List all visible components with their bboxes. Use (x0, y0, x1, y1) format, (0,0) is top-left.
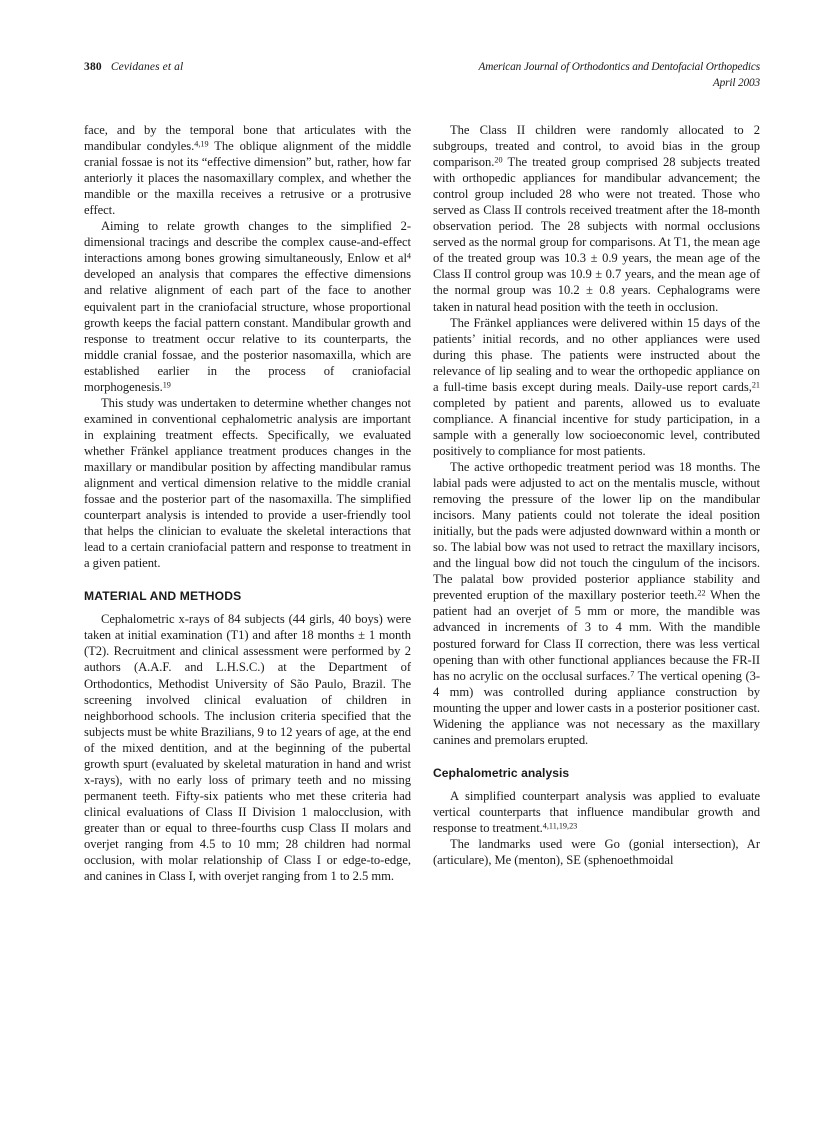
reference-superscript: 4 (406, 251, 411, 261)
paragraph: face, and by the temporal bone that articulates with the mandibular condyles.$^{4,19}$ The oblique alignment of the middle cranial fossae is not its “effective dimension” but, rather, how far anteriorly it places the nasomaxillary complex, and whether the mandible or the maxilla receives a retrusive or a protrusive effect. (84, 123, 411, 218)
column-right (433, 122, 760, 868)
journal-title: American Journal of Orthodontics and Dentofacial Orthopedics (478, 61, 760, 73)
running-head-authors: Cevidanes et al (110, 61, 184, 73)
right-paragraphs-after-heading (433, 788, 760, 868)
paragraph: This study was undertaken to determine whether changes not examined in conventional cephalometric analysis are important in explaining treatment effects. Specifically, we evaluated whether Fränkel appliance treatment produces changes in the maxillary or mandibular position by affecting mandibular ramus alignment and vertical dimension relative to the middle cranial fossae and the posterior part of the nasomaxilla. The simplified counterpart analysis is intended to provide a user-friendly tool that helps the clinician to evaluate the skeletal interactions that lead to a certain craniofacial pattern and response to treatment in a given patient. (84, 395, 411, 571)
reference-superscript: 20 (494, 155, 503, 165)
reference-superscript: 4,19 (194, 139, 209, 149)
reference-superscript: 22 (697, 588, 706, 598)
body-columns (84, 122, 760, 884)
running-head-right (478, 60, 760, 91)
paragraph: Aiming to relate growth changes to the simplified 2-dimensional tracings and describe the complex cause-and-effect interactions among bones growing simultaneously, Enlow et $al^4$ developed an analysis that compares the effective dimensions and relative alignment of each part of the face to another equivalent part in the craniofacial structure, whose proportional growth keeps the facial pattern constant. Mandibular growth and response to treatment occur relative to its counterparts, the middle cranial fossae, and the posterior nasomaxilla, which are established earlier in the process of craniofacial morphogenesis.$^{19}$ (84, 219, 411, 394)
paragraph: The active orthopedic treatment period was 18 months. The labial pads were adjusted to act on the mentalis muscle, without removing the pressure of the lower lip on the mandibular incisors. Many patients could not tolerate the ideal position initially, but the pads were adjusted downward within a month or so. The labial bow was not used to retract the maxillary incisors, and the lingual bow did not touch the cingulum of the incisors. The palatal bow provided posterior appliance stability and prevented eruption of the maxillary posterior teeth.$^{22}$ When the patient had an overjet of 5 mm or more, the mandible was advanced in increments of 3 to 4 mm. With the mandible postured forward for Class II correction, there was less vertical opening than with other functional appliances because the FR-II has no acrylic on the occlusal surfaces.$^7$ The vertical opening (3-4 mm) was controlled during appliance construction by mounting the upper and lower casts in a posterior positioner cast. Widening the appliance was not necessary as the maxillary canines and premolars erupted. (433, 459, 761, 747)
running-head-left (84, 60, 183, 75)
reference-superscript: 19 (162, 380, 171, 390)
reference-superscript: 7 (630, 669, 635, 679)
left-paragraphs (84, 122, 411, 571)
reference-superscript: 21 (751, 380, 760, 390)
paragraph: A simplified counterpart analysis was applied to evaluate vertical counterparts that influence mandibular growth and response to treatment.$^{4,11,19,23}$ (433, 788, 760, 835)
sub-heading-cephalometric-analysis: Cephalometric analysis (433, 765, 570, 780)
left-paragraphs-after-heading (84, 611, 411, 884)
column-left (84, 122, 411, 884)
paragraph: Cephalometric x-rays of 84 subjects (44 girls, 40 boys) were taken at initial examination (T1) and after 18 months ± 1 month (T2). Recruitment and clinical assessment were performed by 2 authors (A.A.F. and L.H.S.C.) at the Department of Orthodontics, Methodist University of São Paulo, Brazil. The screening involved clinical evaluation of children in neighborhood schools. The inclusion criteria specified that the subjects must be white Brazilians, 9 to 12 years of age, at the end of the mixed dentition, and at the beginning of the pubertal growth spurt (evaluated by skeletal maturation in hand and wrist x-rays), with no early loss of primary teeth and no missing permanent teeth. Fifty-six patients who met these criteria had clinical evaluations of Class II Division 1 malocclusion, with greater than or equal to three-fourths cusp Class II molars and overjet ranging from 4.5 to 10 mm; 28 children had normal occlusion, with molar relationship of Class I or edge-to-edge, and canines in Class I, with overjet ranging from 1 to 2.5 mm. (84, 612, 411, 884)
running-head (84, 60, 760, 100)
paragraph: The landmarks used were Go (gonial intersection), Ar (articulare), Me (menton), SE (sphenoethmoidal (433, 836, 760, 868)
section-heading-material-and-methods: MATERIAL AND METHODS (84, 589, 242, 604)
page-number: 380 (84, 61, 102, 73)
issue-date: April 2003 (712, 76, 760, 89)
reference-superscript: 4,11,19,23 (542, 821, 578, 831)
paragraph: The Fränkel appliances were delivered within 15 days of the patients’ initial records, and no other appliances were used during this phase. The patients were instructed about the relevance of lip sealing and to wear the orthopedic appliance on a full-time basis except during meals. Daily-use report cards,$^{21}$ completed by patient and parents, allowed us to evaluate compliance. A financial incentive for study participation, in a sample with a generally low socioeconomic level, contributed positively to compliance for most patients. (433, 315, 760, 458)
paragraph: The Class II children were randomly allocated to 2 subgroups, treated and control, to avoid bias in the group comparison.$^{20}$ The treated group comprised 28 subjects treated with orthopedic appliances for mandibular advancement; the control group included 28 who were not treated. Those who served as Class II controls received treatment after the 18-month observation period. The 28 subjects with normal occlusions served as the normal group for comparisons. At T1, the mean age of the treated group was 10.3 ± 0.9 years, the mean age of the Class II control group was 10.9 ± 0.7 years, and the mean age of the normal group was 10.2 ± 0.8 years. Cephalograms were taken in natural head position with the teeth in occlusion. (433, 123, 760, 314)
right-paragraphs (433, 122, 760, 748)
